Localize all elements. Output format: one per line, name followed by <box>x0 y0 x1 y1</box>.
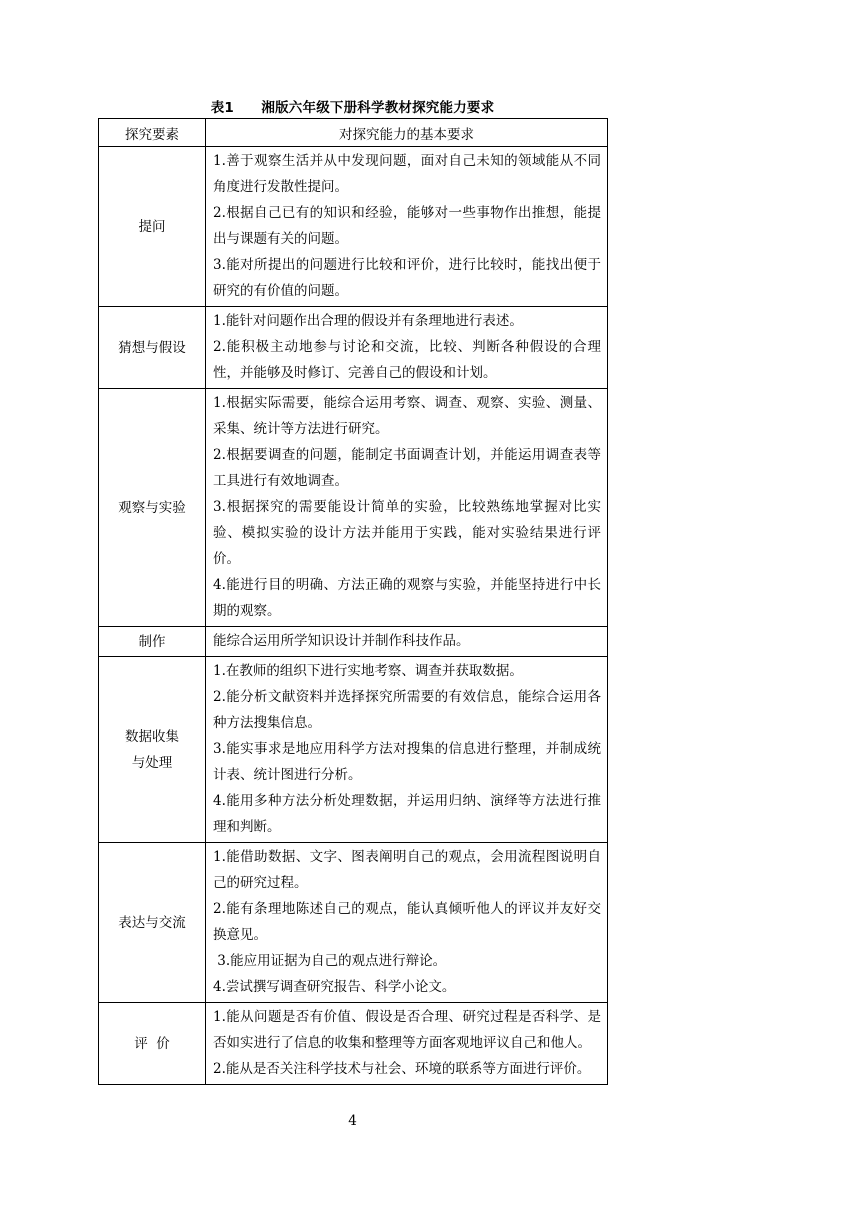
requirement-item: 3.能对所提出的问题进行比较和评价，进行比较时，能找出便于研究的有价值的问题。 <box>213 257 601 299</box>
requirement-item: 1.能针对问题作出合理的假设并有条理地进行表述。 <box>213 313 523 329</box>
requirement-item: 3.根据探究的需要能设计简单的实验，比较熟练地掌握对比实验、模拟实验的设计方法并能用于实践，能对实验结果进行评价。 <box>213 499 601 567</box>
requirement-item: 4.尝试撰写调查研究报告、科学小论文。 <box>213 979 456 995</box>
element-label-line: 数据收集 <box>125 728 179 745</box>
requirement-cell <box>206 1003 608 1085</box>
requirement-item: 2.能分析文献资料并选择探究所需要的有效信息，能综合运用各种方法搜集信息。 <box>213 689 601 731</box>
header-element: 探究要素 <box>99 119 206 147</box>
table-row <box>99 307 608 389</box>
requirement-item: 2.能有条理地陈述自己的观点，能认真倾听他人的评议并友好交换意见。 <box>213 901 601 943</box>
requirement-item: 3.能应用证据为自己的观点进行辩论。 <box>213 953 447 969</box>
requirement-item: 1.能从问题是否有价值、假设是否合理、研究过程是否科学、是否如实进行了信息的收集和整理等方面客观地评议自己和他人。 <box>213 1009 601 1051</box>
table-row <box>99 627 608 657</box>
requirement-item: 3.能实事求是地应用科学方法对搜集的信息进行整理，并制成统计表、统计图进行分析。 <box>213 741 601 783</box>
requirement-item: 2.根据要调查的问题，能制定书面调查计划，并能运用调查表等工具进行有效地调查。 <box>213 447 601 489</box>
table-row <box>99 389 608 627</box>
requirement-cell <box>206 307 608 389</box>
requirement-item: 1.善于观察生活并从中发现问题，面对自己未知的领域能从不同角度进行发散性提问。 <box>213 153 601 195</box>
table-row <box>99 657 608 843</box>
element-cell: 猜想与假设 <box>99 307 206 389</box>
requirement-item: 2.能从是否关注科学技术与社会、环境的联系等方面进行评价。 <box>213 1061 591 1077</box>
requirement-item: 4.能用多种方法分析处理数据，并运用归纳、演绎等方法进行推理和判断。 <box>213 793 601 835</box>
requirement-item: 1.根据实际需要，能综合运用考察、调查、观察、实验、测量、采集、统计等方法进行研究。 <box>213 395 601 437</box>
requirement-cell <box>206 147 608 307</box>
element-cell: 制作 <box>99 627 206 657</box>
inquiry-requirements-table <box>98 118 608 1085</box>
element-cell: 观察与实验 <box>99 389 206 627</box>
requirement-item: 2.根据自己已有的知识和经验，能够对一些事物作出推想，能提出与课题有关的问题。 <box>213 205 601 247</box>
requirement-cell <box>206 657 608 843</box>
table-header-row <box>99 119 608 147</box>
table-row <box>99 1003 608 1085</box>
requirement-item: 能综合运用所学知识设计并制作科技作品。 <box>213 633 470 649</box>
header-requirement: 对探究能力的基本要求 <box>206 119 608 147</box>
requirement-cell <box>206 627 608 657</box>
page-number: 4 <box>348 1113 357 1129</box>
requirement-item: 2.能积极主动地参与讨论和交流，比较、判断各种假设的合理性，并能够及时修订、完善自己的假设和计划。 <box>213 339 601 381</box>
requirement-item: 1.能借助数据、文字、图表阐明自己的观点，会用流程图说明自己的研究过程。 <box>213 849 601 891</box>
requirement-cell <box>206 389 608 627</box>
element-cell: 提问 <box>99 147 206 307</box>
requirement-item: 4.能进行目的明确、方法正确的观察与实验，并能坚持进行中长期的观察。 <box>213 577 601 619</box>
requirement-item: 1.在教师的组织下进行实地考察、调查并获取数据。 <box>213 663 523 679</box>
element-cell: 评 价 <box>99 1003 206 1085</box>
table-caption: 表1 湘版六年级下册科学教材探究能力要求 <box>210 100 495 116</box>
element-cell <box>99 657 206 843</box>
element-label-line: 与处理 <box>131 754 173 771</box>
requirement-cell <box>206 843 608 1003</box>
table-row <box>99 147 608 307</box>
table-row <box>99 843 608 1003</box>
element-cell: 表达与交流 <box>99 843 206 1003</box>
